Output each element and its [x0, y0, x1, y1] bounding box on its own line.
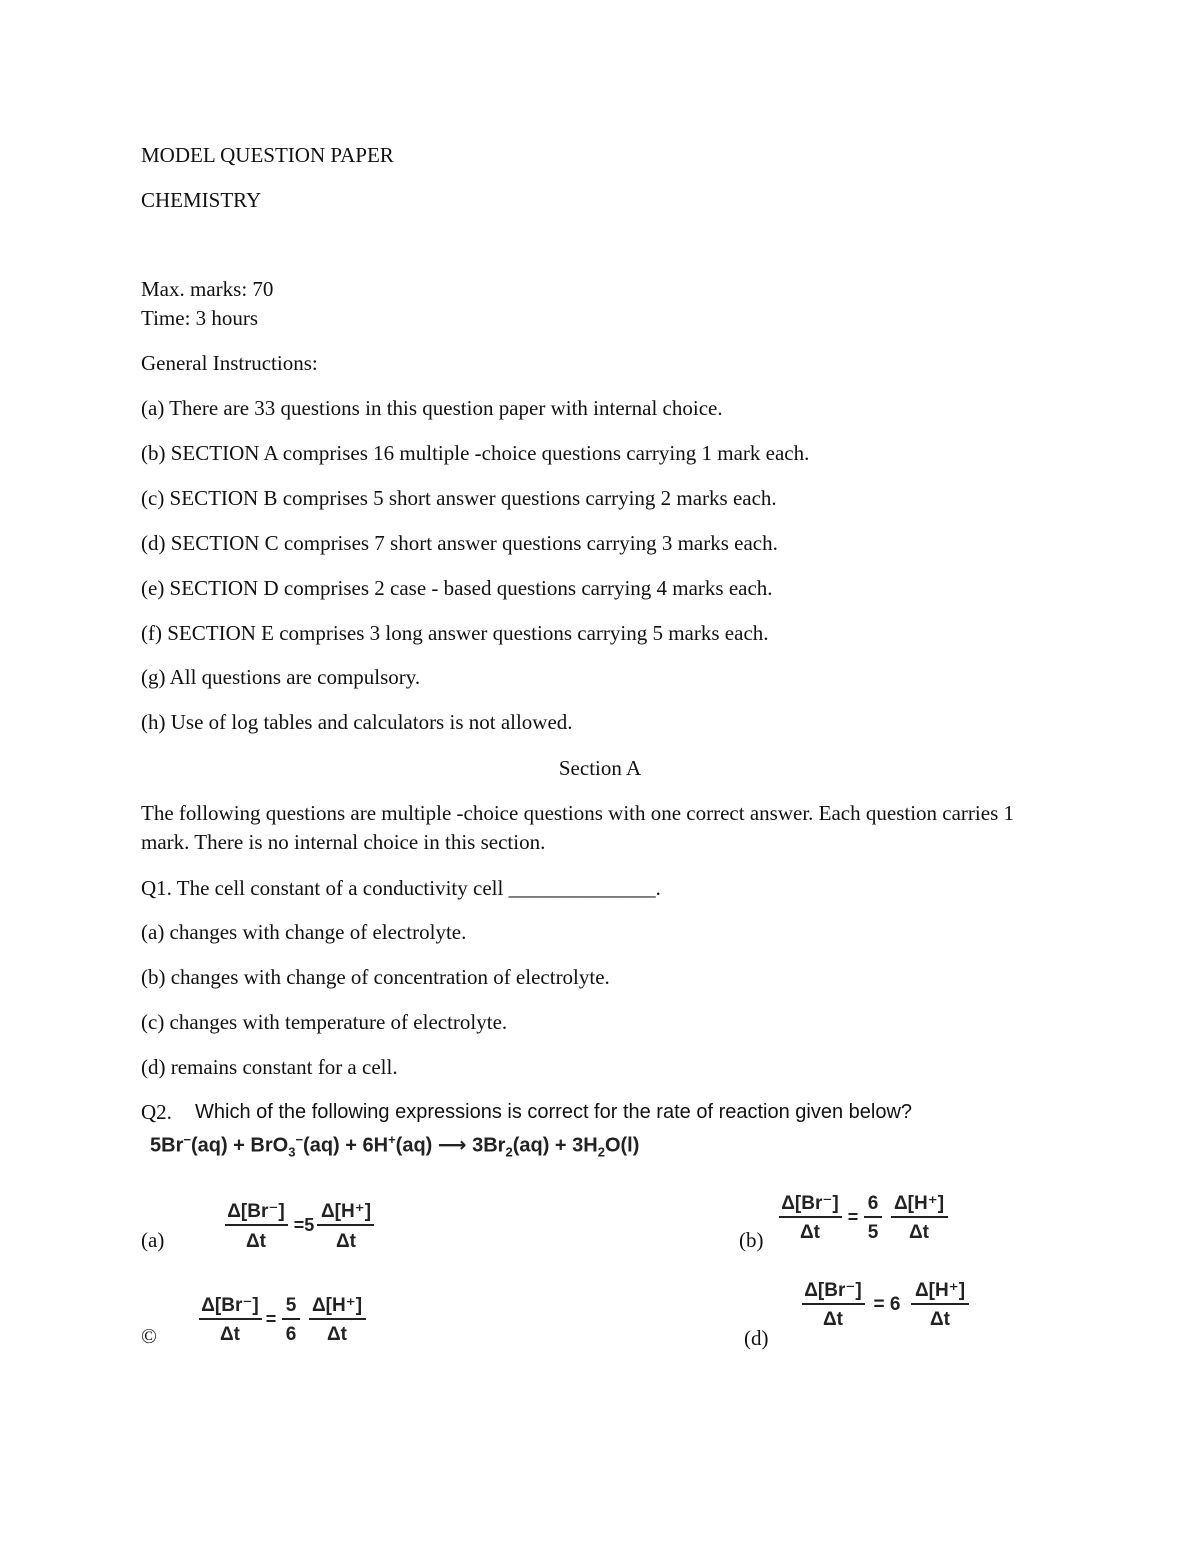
q1-option-a: (a) changes with change of electrolyte. [141, 920, 467, 944]
coef-numerator: 5 [285, 1295, 297, 1316]
coef-denominator: 5 [867, 1222, 879, 1243]
denominator: Δt [909, 1222, 929, 1243]
section-a-title: Section A [558, 756, 642, 780]
q1-option-b: (b) changes with change of concentration of electrolyte. [141, 965, 610, 989]
q2-option-a-label: (a) [141, 1228, 165, 1252]
coef-numerator: 6 [867, 1193, 879, 1214]
q2-option-b-label: (b) [739, 1228, 764, 1252]
instruction-item: (a) There are 33 questions in this question paper with internal choice. [141, 396, 723, 420]
q2-option-c-expression [196, 1289, 376, 1354]
q2-option-c-label: © [141, 1324, 157, 1348]
q2-number: Q2. [141, 1100, 172, 1124]
q2-option-d-label: (d) [744, 1326, 769, 1350]
numerator: Δ[H⁺] [320, 1201, 372, 1222]
instruction-item: (g) All questions are compulsory. [141, 665, 421, 689]
numerator: Δ[H⁺] [311, 1295, 363, 1316]
denominator: Δt [246, 1231, 266, 1252]
denominator: Δt [220, 1324, 240, 1345]
equals: = [265, 1309, 277, 1329]
equals-coef: = 6 [873, 1294, 901, 1315]
q1-option-d: (d) remains constant for a cell. [141, 1055, 398, 1079]
q2-option-b-expression [776, 1187, 956, 1252]
instruction-item: (e) SECTION D comprises 2 case - based questions carrying 4 marks each. [141, 576, 773, 600]
max-marks: Max. marks: 70 [141, 277, 274, 301]
paper-title: MODEL QUESTION PAPER [141, 143, 394, 167]
denominator: Δt [327, 1324, 347, 1345]
q1-stem: Q1. The cell constant of a conductivity cell ______________. [141, 876, 661, 900]
q2-stem: Which of the following expressions is correct for the rate of reaction given below? [195, 1101, 913, 1123]
q1-option-c: (c) changes with temperature of electrolyte. [141, 1010, 508, 1034]
numerator: Δ[Br⁻] [201, 1295, 259, 1316]
section-a-intro: The following questions are multiple -choice questions with one correct answer. Each question carries 1 mark. There is no internal choice in this section. [141, 801, 1014, 854]
numerator: Δ[Br⁻] [781, 1193, 839, 1214]
instruction-item: (c) SECTION B comprises 5 short answer questions carrying 2 marks each. [141, 486, 777, 510]
denominator: Δt [800, 1222, 820, 1243]
numerator: Δ[H⁺] [914, 1280, 966, 1301]
numerator: Δ[H⁺] [893, 1193, 945, 1214]
instruction-item: (h) Use of log tables and calculators is not allowed. [141, 710, 573, 734]
instruction-item: (f) SECTION E comprises 3 long answer questions carrying 5 marks each. [141, 621, 769, 645]
denominator: Δt [823, 1309, 843, 1330]
denominator: Δt [336, 1231, 356, 1252]
numerator: Δ[Br⁻] [804, 1280, 862, 1301]
time-allowed: Time: 3 hours [141, 306, 259, 330]
instructions-heading: General Instructions: [141, 351, 318, 375]
reaction-equation: 5Br−(aq) + BrO$_3$−(aq) + 6H+(aq) ⟶ $3Br_2(aq) + 3H_2O(l)$ [150, 1132, 640, 1160]
equals-coef: =5 [293, 1215, 315, 1235]
coef-denominator: 6 [285, 1324, 297, 1345]
q2-option-d-expression [799, 1274, 979, 1339]
q2-option-a-expression [222, 1194, 392, 1259]
equals: = [847, 1207, 859, 1227]
instruction-item: (d) SECTION C comprises 7 short answer questions carrying 3 marks each. [141, 531, 778, 555]
instruction-item: (b) SECTION A comprises 16 multiple -choice questions carrying 1 mark each. [141, 441, 810, 465]
subject-name: CHEMISTRY [141, 188, 262, 212]
numerator: Δ[Br⁻] [227, 1201, 285, 1222]
denominator: Δt [930, 1309, 950, 1330]
